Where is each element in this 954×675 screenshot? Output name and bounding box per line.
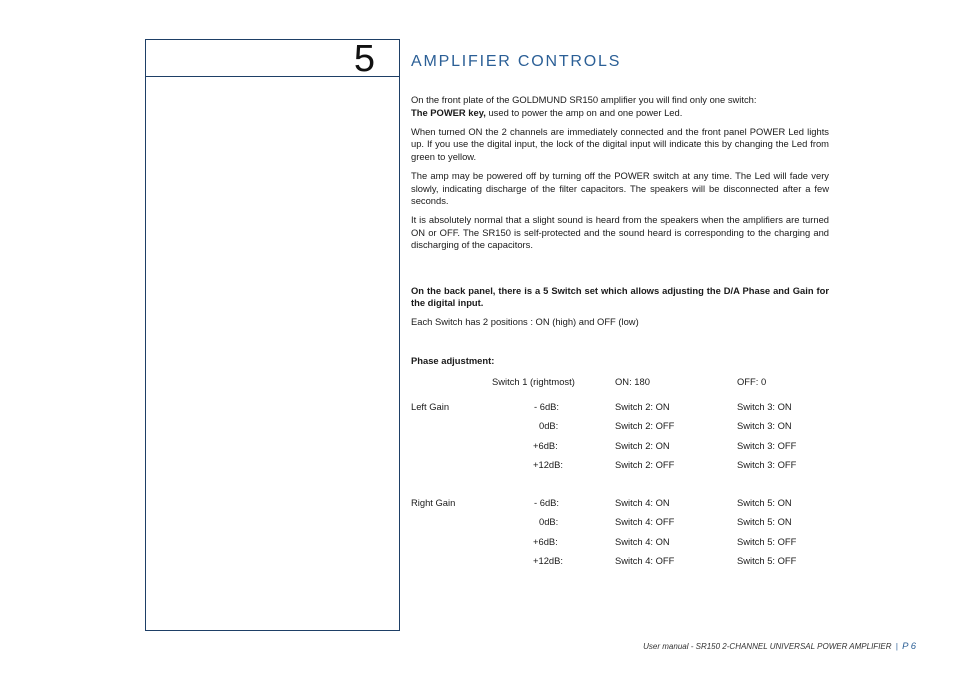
gain-level: +12dB:	[533, 459, 563, 471]
page-title: AMPLIFIER CONTROLS	[411, 53, 622, 70]
paragraph-normal-sound: It is absolutely normal that a slight sound is heard from the speakers when the amplifiers are turned ON or OFF. The SR150 is self-protected and the sound heard is corresponding to the charging and discharging of the capacitors.	[411, 214, 829, 251]
switch-a: Switch 2: ON	[615, 400, 670, 412]
table-row	[411, 440, 829, 459]
phase-on: ON: 180	[615, 375, 650, 387]
table-row	[411, 497, 829, 516]
gain-level: +6dB:	[533, 439, 558, 451]
switch-b: Switch 5: ON	[737, 516, 792, 528]
paragraph-power-off: The amp may be powered off by turning off the POWER switch at any time. The Led will fade very slowly, indicating discharge of the filter capacitors. The speakers will be disconnected after a few seconds.	[411, 169, 829, 207]
page-footer	[643, 641, 916, 652]
footer-text: User manual - SR150 2-CHANNEL UNIVERSAL POWER AMPLIFIER	[643, 642, 892, 651]
chapter-sidebar	[145, 39, 400, 631]
table-row	[411, 420, 829, 439]
switch-b: Switch 3: ON	[737, 420, 792, 432]
switch-a: Switch 4: OFF	[615, 555, 675, 567]
switch-b: Switch 3: OFF	[737, 459, 797, 471]
table-row	[411, 401, 829, 420]
paragraph-power-key	[411, 107, 829, 120]
table-row	[411, 555, 829, 574]
paragraph-turn-on: When turned ON the 2 channels are immediately connected and the front panel POWER Led lights up. If you use the digital input, the lock of the digital input will indicate this by changing the Led from green to yellow.	[411, 125, 829, 162]
left-gain-table	[411, 401, 829, 479]
switch-a: Switch 4: ON	[615, 535, 670, 547]
gain-level: 0dB:	[539, 516, 559, 528]
left-gain-label: Left Gain	[411, 400, 450, 412]
page-number: P 6	[902, 641, 916, 652]
gain-level: - 6dB:	[534, 497, 560, 509]
gain-level: +12dB:	[533, 555, 563, 567]
chapter-header	[146, 38, 399, 80]
right-gain-label: Right Gain	[411, 497, 456, 509]
table-row	[411, 536, 829, 555]
table-row	[411, 459, 829, 478]
paragraph-front-plate: On the front plate of the GOLDMUND SR150 amplifier you will find only one switch:	[411, 94, 757, 105]
phase-off: OFF: 0	[737, 375, 767, 387]
main-content	[411, 52, 829, 575]
switch-b: Switch 3: OFF	[737, 439, 797, 451]
switch-b: Switch 5: OFF	[737, 535, 797, 547]
switch-b: Switch 3: ON	[737, 400, 792, 412]
phase-heading: Phase adjustment:	[411, 355, 495, 367]
chapter-number: 5	[353, 38, 375, 80]
paragraph-switch-positions: Each Switch has 2 positions : ON (high) and OFF (low)	[411, 316, 639, 328]
phase-switch: Switch 1 (rightmost)	[492, 375, 575, 387]
switch-a: Switch 2: ON	[615, 439, 670, 451]
gain-level: - 6dB:	[534, 400, 560, 412]
switch-a: Switch 2: OFF	[615, 459, 675, 471]
paragraph-back-panel: On the back panel, there is a 5 Switch set which allows adjusting the D/A Phase and Gain for the digital input.	[411, 284, 829, 309]
table-row	[411, 516, 829, 535]
switch-a: Switch 2: OFF	[615, 420, 675, 432]
gain-level: +6dB:	[533, 535, 558, 547]
power-key-desc: used to power the amp on and one power Led.	[485, 106, 683, 118]
right-gain-table	[411, 497, 829, 575]
gain-level: 0dB:	[539, 420, 559, 432]
phase-row	[411, 376, 829, 401]
switch-a: Switch 4: ON	[615, 497, 670, 509]
switch-b: Switch 5: ON	[737, 497, 792, 509]
footer-separator: |	[895, 642, 898, 651]
power-key-label: The POWER key,	[411, 106, 486, 118]
switch-b: Switch 5: OFF	[737, 555, 797, 567]
switch-a: Switch 4: OFF	[615, 516, 675, 528]
